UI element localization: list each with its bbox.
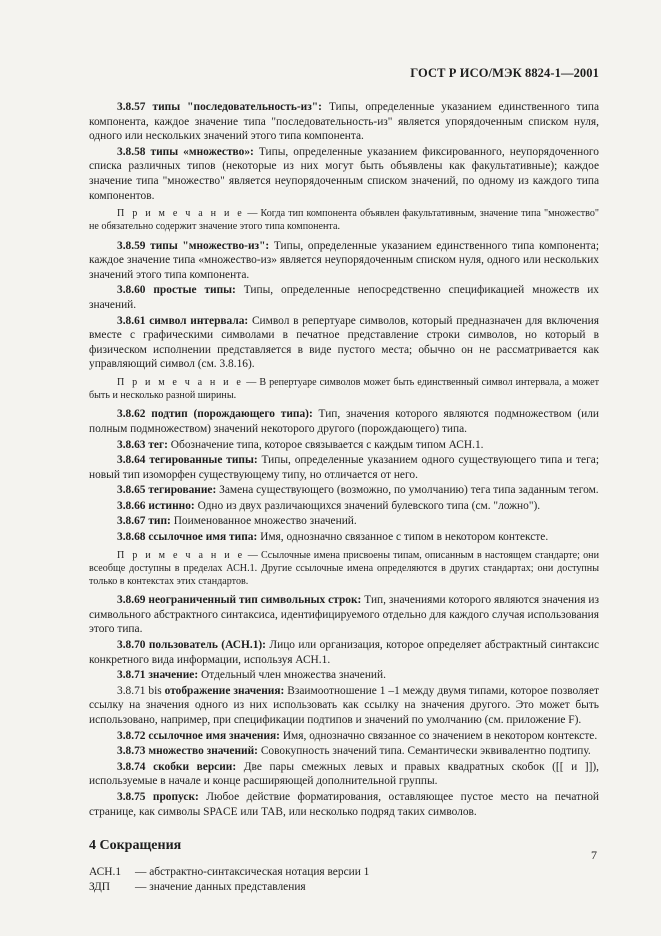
definition-paragraph [89, 239, 599, 283]
definition-paragraph [89, 790, 599, 819]
definition-number: 3.8.71 bis [117, 684, 165, 697]
page-number: 7 [591, 848, 597, 862]
abbreviation-key: ЗДП [89, 881, 111, 894]
definition-term: 3.8.66 истинно: [117, 499, 195, 512]
definitions-list [89, 100, 599, 819]
definition-term: 3.8.75 пропуск: [117, 790, 199, 803]
note-label: П р и м е ч а н и е [117, 549, 245, 561]
definition-term: 3.8.60 простые типы: [117, 284, 236, 297]
abbreviation-value: — абстрактно-синтаксическая нотация версии 1 [135, 866, 370, 879]
abbreviation-key: АСН.1 [89, 866, 122, 879]
definition-text: Лицо или организация, которое определяет абстрактный синтаксис конкретного вида информации, используя АСН.1. [89, 639, 599, 666]
definition-paragraph [89, 530, 599, 545]
definition-text: Типы, определенные указанием фиксированного, неупорядоченного списка различных типов (некоторые из них могут быть объявлены как факультативные); каждое значение типа "множество" является неупорядоченным списком значений, по одному из каждого типа компонентов. [89, 145, 599, 202]
definition-text: Типы, определенные непосредственно спецификацией множеств их значений. [89, 284, 599, 311]
definition-text: Символ в репертуаре символов, который предназначен для включения вместе с графическими символами в печатное представление строки символов, но который в физическом исполнении представляется в виде пустого места; обычно он не рассматривается как управляющий символ (см. 3.8.16). [89, 314, 599, 371]
definition-term: 3.8.74 скобки версии: [117, 760, 237, 773]
definition-paragraph [89, 407, 599, 436]
definition-text: Имя, однозначно связанное с типом в некотором контексте. [257, 531, 549, 544]
definition-paragraph [89, 483, 599, 498]
definition-paragraph [89, 100, 599, 144]
definition-text: Типы, определенные указанием единственного типа компонента; каждое значение типа «множество-из» является неупорядоченным списком нуля, одного или нескольких значений этого типа компонента. [89, 239, 600, 281]
definition-term: 3.8.62 подтип (порождающего типа): [117, 408, 313, 421]
definition-term: 3.8.71 значение: [117, 669, 199, 682]
definition-paragraph [89, 593, 599, 637]
definition-text: Тип, значения которого являются подмножеством (или полным подмножеством) значений некоторого другого (порождающего) типа. [89, 408, 599, 435]
definition-term: 3.8.58 типы «множество»: [117, 145, 254, 158]
definition-text: Типы, определенные указанием единственного типа компонента, каждое значение типа "последовательность-из" является упорядоченным списком нуля, одного или нескольких значений этого типа компонента. [89, 101, 599, 143]
definition-paragraph [89, 684, 599, 728]
definition-term: 3.8.65 тегирование: [117, 484, 217, 497]
definition-term: 3.8.69 неограниченный тип символьных строк: [117, 594, 362, 607]
definition-text: Поименованное множество значений. [170, 515, 357, 528]
abbreviations-list [89, 865, 599, 895]
definition-paragraph [89, 514, 599, 529]
note-paragraph [89, 549, 599, 589]
note-text: — Ссылочные имена присвоены типам, описанным в настоящем стандарте; они всеобще доступны в пределах АСН.1. Другие ссылочные имена определяются в других стандартах; они доступны только в контекстах этих стандартов. [89, 549, 599, 588]
definition-text: Обозначение типа, которое связывается с каждым типом АСН.1. [167, 438, 484, 451]
definition-paragraph [89, 760, 599, 789]
note-text: — Когда тип компонента объявлен факультативным, значение типа "множество" не обязательно содержит значение этого типа компонента. [89, 208, 599, 233]
definition-term: 3.8.61 символ интервала: [117, 314, 249, 327]
definition-term: 3.8.73 множество значений: [117, 745, 258, 758]
definition-term: 3.8.72 ссылочное имя значения: [117, 729, 280, 742]
section-title: 4 Сокращения [89, 838, 182, 854]
definition-text: Любое действие форматирования, оставляющее пустое место на печатной странице, как символы SPACE или TAB, или несколько подряд таких символов. [89, 790, 599, 818]
note-paragraph [89, 376, 599, 402]
note-text: — В репертуаре символов может быть единственный символ интервала, а может быть и несколько разной ширины. [89, 376, 599, 402]
definition-paragraph [89, 145, 599, 203]
definition-text: Отдельный член множества значений. [198, 669, 386, 682]
definition-paragraph [89, 744, 599, 759]
definition-term: 3.8.70 пользователь (АСН.1): [117, 639, 266, 652]
document-header: ГОСТ Р ИСО/МЭК 8824-1—2001 [410, 66, 599, 80]
document-body [89, 100, 599, 895]
definition-paragraph [89, 668, 599, 683]
definition-text: Типы, определенные указанием одного существующего типа и тега; новый тип изоморфен существующему типу, но отличается от него. [89, 454, 599, 481]
definition-paragraph [89, 283, 599, 312]
definition-paragraph [89, 453, 599, 482]
note-paragraph [89, 207, 599, 233]
definition-text: Две пары смежных левых и правых квадратных скобок ([[ и ]]), используемые в начале и конце расширяющей дополнительной группы. [89, 760, 599, 788]
definition-paragraph [89, 638, 599, 667]
definition-text: Имя, однозначно связанное со значением в некотором контексте. [279, 729, 598, 742]
definition-paragraph [89, 729, 599, 744]
note-label: П р и м е ч а н и е [117, 208, 245, 220]
abbreviation-row [89, 880, 599, 895]
definition-paragraph [89, 314, 599, 372]
definition-text: Взаимоотношение 1 –1 между двумя типами, которое позволяет ссылку на значения одного из них использовать как ссылку на значения другого. Это может быть использовано, например, при спецификации подтипов и значений по умолчанию (см. приложение F). [89, 684, 600, 727]
definition-text: Совокупность значений типа. Семантически эквивалентно подтипу. [257, 745, 591, 758]
definition-text: Одно из двух различающихся значений булевского типа (см. "ложно"). [194, 499, 541, 512]
definition-term: 3.8.63 тег: [117, 438, 168, 451]
abbreviation-row [89, 865, 599, 880]
definition-term: 3.8.64 тегированные типы: [117, 454, 258, 467]
definition-term: 3.8.59 типы "множество-из": [117, 239, 270, 252]
note-label: П р и м е ч а н и е [117, 376, 244, 388]
definition-paragraph [89, 438, 599, 453]
definition-term: 3.8.57 типы "последовательность-из": [117, 101, 322, 113]
definition-term: 3.8.67 тип: [117, 515, 171, 528]
definition-text: Тип, значениями которого являются значения из символьного абстрактного синтаксиса, идентифицируемого отдельно для каждого случая использования этого типа. [89, 594, 599, 636]
definition-text: Замена существующего (возможно, по умолчанию) тега типа заданным тегом. [216, 484, 599, 497]
definition-paragraph [89, 499, 599, 514]
definition-term: отображение значения: [164, 684, 285, 697]
abbreviation-value: — значение данных представления [135, 881, 306, 894]
definition-term: 3.8.68 ссылочное имя типа: [117, 531, 258, 544]
